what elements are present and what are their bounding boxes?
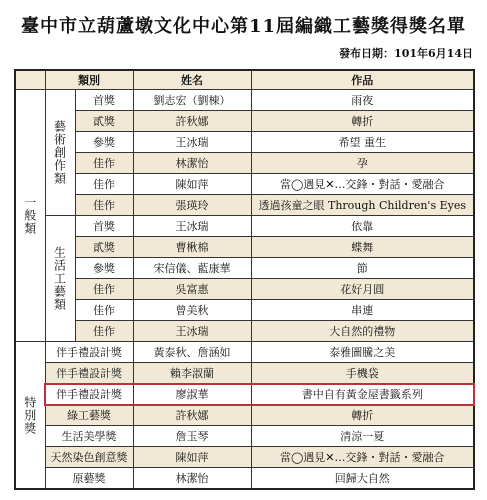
work-cell: 希望 重生 xyxy=(251,132,474,153)
work-cell: 串連 xyxy=(251,300,474,321)
name-cell: 張瑛玲 xyxy=(133,195,251,216)
table-row xyxy=(15,174,474,195)
table-row-highlighted xyxy=(15,384,474,405)
name-cell: 廖淑華 xyxy=(133,384,251,405)
group-general-label: 一般類 xyxy=(15,90,45,342)
work-cell: 孕 xyxy=(251,153,474,174)
table-row xyxy=(15,405,474,426)
work-cell: 當◯遇見✕…交鋒・對話・愛融合 xyxy=(251,174,474,195)
name-cell: 詹玉琴 xyxy=(133,426,251,447)
name-cell: 賴李淑蘭 xyxy=(133,363,251,384)
table-row xyxy=(15,300,474,321)
prize-cell: 參獎 xyxy=(75,258,133,279)
prize-cell: 佳作 xyxy=(75,300,133,321)
name-cell: 王冰瑞 xyxy=(133,132,251,153)
work-cell: 手機袋 xyxy=(251,363,474,384)
work-cell: 節 xyxy=(251,258,474,279)
document-title: 臺中市立葫蘆墩文化中心第11屆編織工藝獎得獎名單 xyxy=(20,16,467,37)
work-cell: 花好月圓 xyxy=(251,279,474,300)
award-category-cell: 天然染色創意獎 xyxy=(45,447,133,468)
subgroup-art-label: 藝術創作類 xyxy=(45,90,75,216)
award-category-cell: 原藝獎 xyxy=(45,468,133,490)
table-row xyxy=(15,237,474,258)
group-special-label: 特別獎 xyxy=(15,342,45,490)
prize-cell: 佳作 xyxy=(75,279,133,300)
prize-cell: 佳作 xyxy=(75,321,133,342)
prize-cell: 貳獎 xyxy=(75,111,133,132)
name-cell: 陳如萍 xyxy=(133,447,251,468)
work-cell: 泰雅圖騰之美 xyxy=(251,342,474,363)
name-cell: 陳如萍 xyxy=(133,174,251,195)
work-cell: 透過孩童之眼 Through Children's Eyes xyxy=(251,195,474,216)
table-row xyxy=(15,447,474,468)
table-row xyxy=(15,153,474,174)
table-row xyxy=(15,258,474,279)
name-cell: 吳富惠 xyxy=(133,279,251,300)
awards-table xyxy=(14,69,475,490)
prize-cell: 佳作 xyxy=(75,195,133,216)
table-row xyxy=(15,342,474,363)
work-cell: 清涼一夏 xyxy=(251,426,474,447)
work-cell: 蝶舞 xyxy=(251,237,474,258)
prize-cell: 首獎 xyxy=(75,90,133,111)
table-row xyxy=(15,426,474,447)
name-cell: 林潔怡 xyxy=(133,153,251,174)
name-cell: 曾美秋 xyxy=(133,300,251,321)
name-cell: 許秋娜 xyxy=(133,405,251,426)
name-cell: 宋信儀、藍康華 xyxy=(133,258,251,279)
header-name: 姓名 xyxy=(133,70,251,90)
subgroup-life-label: 生活工藝類 xyxy=(45,216,75,342)
work-cell: 當◯遇見✕…交鋒・對話・愛融合 xyxy=(251,447,474,468)
name-cell: 曹楸棉 xyxy=(133,237,251,258)
table-row xyxy=(15,90,474,111)
award-category-cell: 伴手禮設計獎 xyxy=(45,363,133,384)
table-header-row xyxy=(15,70,474,90)
work-cell: 書中自有黃金屋書籤系列 xyxy=(251,384,474,405)
table-row xyxy=(15,468,474,490)
header-blank xyxy=(15,70,45,90)
prize-cell: 參獎 xyxy=(75,132,133,153)
table-row xyxy=(15,216,474,237)
name-cell: 林潔怡 xyxy=(133,468,251,490)
work-cell: 回歸大自然 xyxy=(251,468,474,490)
header-work: 作品 xyxy=(251,70,474,90)
prize-cell: 佳作 xyxy=(75,174,133,195)
prize-cell: 首獎 xyxy=(75,216,133,237)
publish-date: 發布日期：101年6月14日 xyxy=(339,47,473,60)
prize-cell: 貳獎 xyxy=(75,237,133,258)
table-row xyxy=(15,363,474,384)
name-cell: 黃泰秋、詹涵如 xyxy=(133,342,251,363)
header-category: 類別 xyxy=(45,70,133,90)
work-cell: 大自然的禮物 xyxy=(251,321,474,342)
work-cell: 轉折 xyxy=(251,405,474,426)
table-row xyxy=(15,111,474,132)
table-row xyxy=(15,132,474,153)
work-cell: 依靠 xyxy=(251,216,474,237)
table-row xyxy=(15,195,474,216)
award-category-cell: 伴手禮設計獎 xyxy=(45,342,133,363)
work-cell: 轉折 xyxy=(251,111,474,132)
award-category-cell: 生活美學獎 xyxy=(45,426,133,447)
name-cell: 王冰瑞 xyxy=(133,321,251,342)
table-row xyxy=(15,321,474,342)
name-cell: 劉志宏（劉棟） xyxy=(133,90,251,111)
prize-cell: 佳作 xyxy=(75,153,133,174)
table-row xyxy=(15,279,474,300)
award-category-cell: 綠工藝獎 xyxy=(45,405,133,426)
name-cell: 王冰瑞 xyxy=(133,216,251,237)
work-cell: 雨夜 xyxy=(251,90,474,111)
award-category-cell: 伴手禮設計獎 xyxy=(45,384,133,405)
name-cell: 許秋娜 xyxy=(133,111,251,132)
